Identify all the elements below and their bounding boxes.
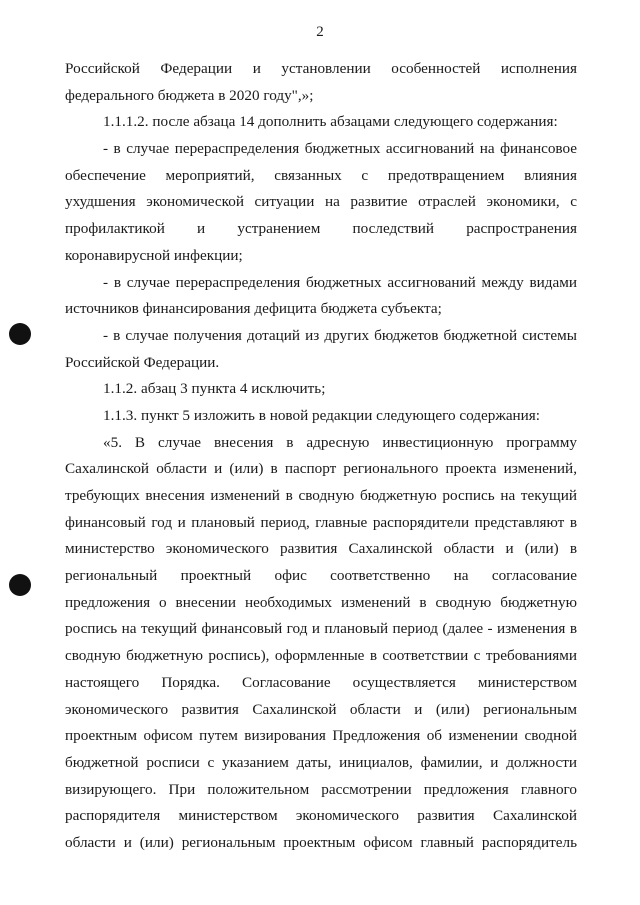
text-line: министерство экономического развития Сахалинской области и (или) в bbox=[65, 540, 577, 558]
body-text bbox=[65, 56, 577, 857]
punch-hole-upper bbox=[9, 323, 31, 345]
text-line: 1.1.3. пункт 5 изложить в новой редакции следующего содержания: bbox=[103, 406, 541, 424]
text-line: - в случае перераспределения бюджетных ассигнований на финансовое bbox=[103, 140, 577, 158]
text-line: проектным офисом путем визирования Предложения об изменении сводной bbox=[65, 727, 577, 745]
text-line: сводную бюджетную роспись), оформленные в соответствии с требованиями bbox=[65, 647, 577, 665]
text-line: - в случае получения дотаций из других бюджетов бюджетной системы bbox=[103, 326, 577, 344]
text-line: профилактикой и устранением последствий распространения bbox=[65, 220, 577, 238]
text-line: - в случае перераспределения бюджетных ассигнований между видами bbox=[103, 273, 577, 291]
text-line: коронавирусной инфекции; bbox=[65, 246, 243, 264]
text-line: настоящего Порядка. Согласование осуществляется министерством bbox=[65, 673, 577, 691]
text-line: 1.1.2. абзац 3 пункта 4 исключить; bbox=[103, 380, 326, 398]
text-line: региональный проектный офис соответственно на согласование bbox=[65, 567, 577, 585]
text-line: Российской Федерации. bbox=[65, 353, 220, 371]
punch-hole-lower bbox=[9, 574, 31, 596]
text-line: ухудшения экономической ситуации на развитие отраслей экономики, с bbox=[65, 193, 577, 211]
text-line: финансовый год и плановый период, главные распорядители представляют в bbox=[65, 513, 577, 531]
page-number: 2 bbox=[316, 24, 324, 40]
text-line: Сахалинской области и (или) в паспорт регионального проекта изменений, bbox=[65, 460, 577, 478]
text-line: роспись на текущий финансовый год и плановый период (далее - изменения в bbox=[65, 620, 577, 638]
text-line: области и (или) региональным проектным офисом главный распорядитель bbox=[65, 833, 577, 851]
text-line: федерального бюджета в 2020 году",»; bbox=[65, 86, 314, 104]
text-line: распорядителя министерством экономического развития Сахалинской bbox=[65, 807, 577, 825]
text-line: требующих внесения изменений в сводную бюджетную роспись на текущий bbox=[65, 487, 577, 504]
text-line: Российской Федерации и установлении особенностей исполнения bbox=[65, 60, 577, 77]
text-line: источников финансирования дефицита бюджета субъекта; bbox=[65, 300, 442, 318]
text-line: бюджетной росписи с указанием даты, инициалов, фамилии, и должности bbox=[65, 753, 577, 771]
text-line: «5. В случае внесения в адресную инвестиционную программу bbox=[103, 433, 577, 451]
text-line: визирующего. При положительном рассмотрении предложения главного bbox=[65, 780, 577, 798]
text-line: предложения о внесении необходимых изменений в сводную бюджетную bbox=[65, 593, 577, 611]
text-line: экономического развития Сахалинской области и (или) региональным bbox=[65, 700, 577, 718]
text-line: 1.1.1.2. после абзаца 14 дополнить абзацами следующего содержания: bbox=[103, 113, 558, 131]
text-line: обеспечение мероприятий, связанных с предотвращением влияния bbox=[65, 166, 577, 184]
